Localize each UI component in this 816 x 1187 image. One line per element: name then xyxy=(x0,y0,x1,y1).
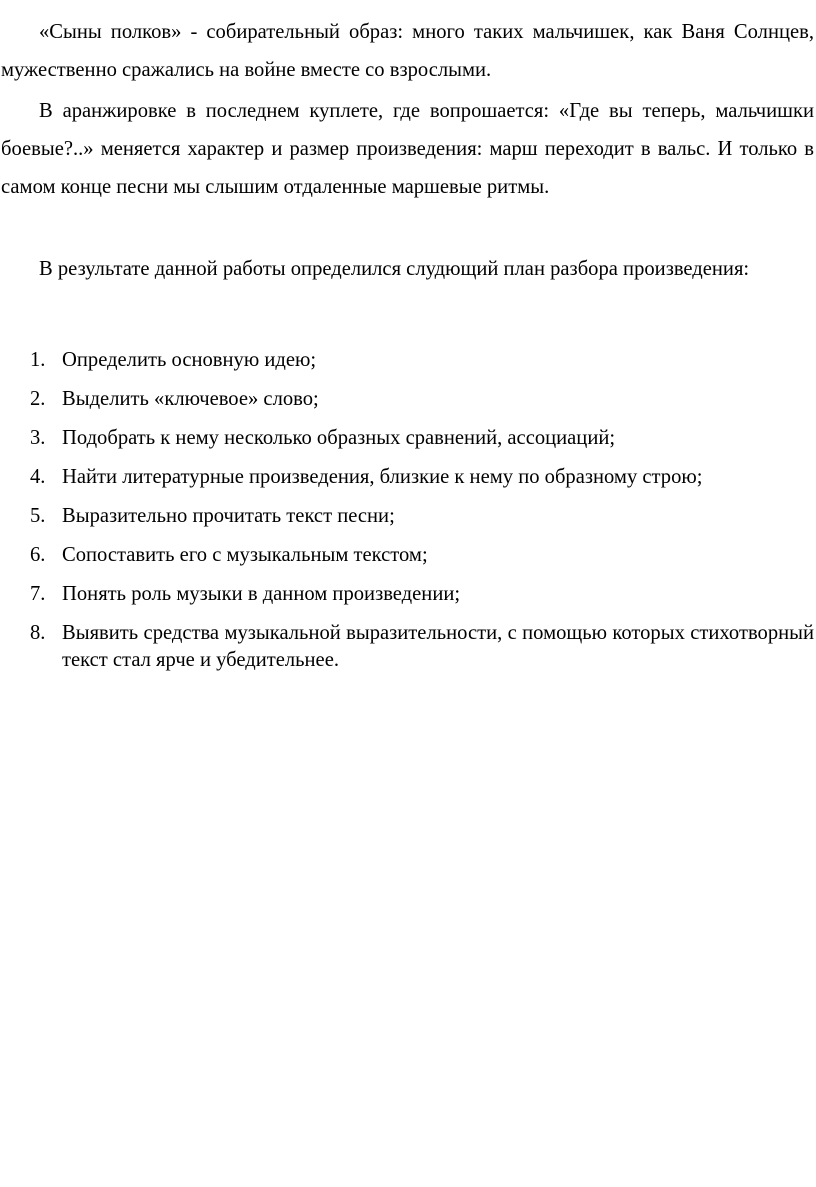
list-item-number: 1. xyxy=(30,349,46,371)
list-item-number: 5. xyxy=(30,505,46,527)
list-item xyxy=(0,616,816,674)
list-item-text: Определить основную идею; xyxy=(62,349,317,371)
list-item-text: Выделить «ключевое» слово; xyxy=(62,388,319,410)
list-item-number: 4. xyxy=(30,466,46,488)
list-item xyxy=(0,499,816,533)
list-item xyxy=(0,460,816,494)
list-item-number: 6. xyxy=(30,544,46,566)
paragraph-arrangement: В аранжировке в последнем куплете, где вопрошается: «Где вы теперь, мальчишки боевые?..» меняется характер и размер произведения: марш переходит в вальс. И только в самом конце песни мы слышим отдаленные маршевые ритмы. xyxy=(1,100,814,198)
analysis-plan-list xyxy=(0,343,816,679)
list-item-number: 8. xyxy=(30,622,46,644)
list-item xyxy=(0,538,816,572)
list-item-text: Выявить средства музыкальной выразительности, с помощью которых стихотворный текст стал ярче и убедительнее. xyxy=(62,622,814,671)
list-item xyxy=(0,343,816,377)
list-item-number: 3. xyxy=(30,427,46,449)
paragraph-plan-intro: В результате данной работы определился слудющий план разбора произведения: xyxy=(39,258,750,280)
list-item xyxy=(0,382,816,416)
list-item-text: Выразительно прочитать текст песни; xyxy=(62,505,395,527)
list-item xyxy=(0,421,816,455)
list-item-number: 2. xyxy=(30,388,46,410)
list-item-text: Понять роль музыки в данном произведении; xyxy=(62,583,461,605)
list-item xyxy=(0,577,816,611)
paragraph-sons-of-regiments: «Сыны полков» - собирательный образ: много таких мальчишек, как Ваня Солнцев, мужественно сражались на войне вместе со взрослыми. xyxy=(1,21,814,81)
list-item-number: 7. xyxy=(30,583,46,605)
list-item-text: Найти литературные произведения, близкие к нему по образному строю; xyxy=(62,466,703,488)
list-item-text: Сопоставить его с музыкальным текстом; xyxy=(62,544,428,566)
list-item-text: Подобрать к нему несколько образных сравнений, ассоциаций; xyxy=(62,427,616,449)
